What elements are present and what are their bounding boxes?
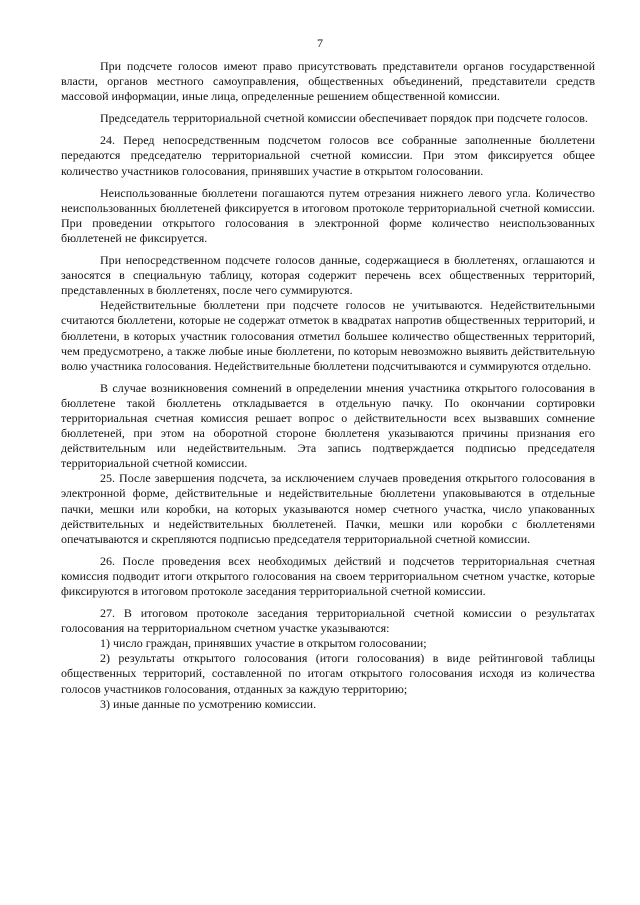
document-body [61,59,595,712]
paragraph-item-24: 24. Перед непосредственным подсчетом голосов все собранные заполненные бюллетени передаются председателю территориальной счетной комиссии. При этом фиксируется общее количество участников голосования, принявших участие в открытом голосовании. [61,133,595,178]
paragraph-item-27: 27. В итоговом протоколе заседания территориальной счетной комиссии о результатах голосования на территориальном счетном участке указываются: [61,606,595,636]
paragraph-observers: При подсчете голосов имеют право присутствовать представители органов государственной власти, органов местного самоуправления, общественных объединений, представители средств массовой информации, иные лица, определенные решением общественной комиссии. [61,59,595,104]
paragraph-item-25: 25. После завершения подсчета, за исключением случаев проведения открытого голосования в электронной форме, действительные и недействительные бюллетени упаковываются в отдельные пачки, мешки или коробки, на которых указываются номер счетного участка, число упакованных действительных и недействительных бюллетеней. Пачки, мешки или коробки с бюллетенями опечатываются и скрепляются подписью председателя территориальной счетной комиссии. [61,471,595,546]
paragraph-unused-ballots: Неиспользованные бюллетени погашаются путем отрезания нижнего левого угла. Количество неиспользованных бюллетеней фиксируется в итоговом протоколе территориальной счетной комиссии. При проведении открытого голосования в электронной форме количество неиспользованных бюллетеней не фиксируется. [61,185,595,245]
page-number: 7 [317,36,323,50]
list-item-3: 3) иные данные по усмотрению комиссии. [100,696,317,711]
list-item-1: 1) число граждан, принявших участие в открытом голосовании; [100,636,427,651]
paragraph-doubtful-ballots: В случае возникновения сомнений в определении мнения участника открытого голосования в бюллетене такой бюллетень откладывается в отдельную пачку. По окончании сортировки территориальная счетная комиссия решает вопрос о действительности всех вызвавших сомнение бюллетеней, при этом на оборотной стороне бюллетеня указываются причины признания его действительным или недействительным. Эта запись подтверждается подписью председателя территориальной счетной комиссии. [61,380,595,471]
paragraph-chairman-order: Председатель территориальной счетной комиссии обеспечивает порядок при подсчете голосов. [100,111,588,126]
paragraph-invalid-ballots: Недействительные бюллетени при подсчете голосов не учитываются. Недействительными считаются бюллетени, которые не содержат отметок в квадратах напротив общественных территорий, и бюллетени, в которых участник голосования отметил большее количество общественных территорий, чем предусмотрено, а также любые иные бюллетени, по которым невозможно выявить действительную волю участника голосования. Недействительные бюллетени подсчитываются и суммируются отдельно. [61,298,595,373]
paragraph-counting-table: При непосредственном подсчете голосов данные, содержащиеся в бюллетенях, оглашаются и заносятся в специальную таблицу, которая содержит перечень всех общественных территорий, представленных в бюллетенях, после чего суммируются. [61,253,595,298]
paragraph-item-26: 26. После проведения всех необходимых действий и подсчетов территориальная счетная комиссия подводит итоги открытого голосования на своем территориальном счетном участке, которые фиксируются в итоговом протоколе заседания территориальной счетной комиссии. [61,553,595,598]
list-item-2: 2) результаты открытого голосования (итоги голосования) в виде рейтинговой таблицы общественных территорий, составленной по итогам открытого голосования исходя из количества голосов участников голосования, отданных за каждую территорию; [61,651,595,696]
